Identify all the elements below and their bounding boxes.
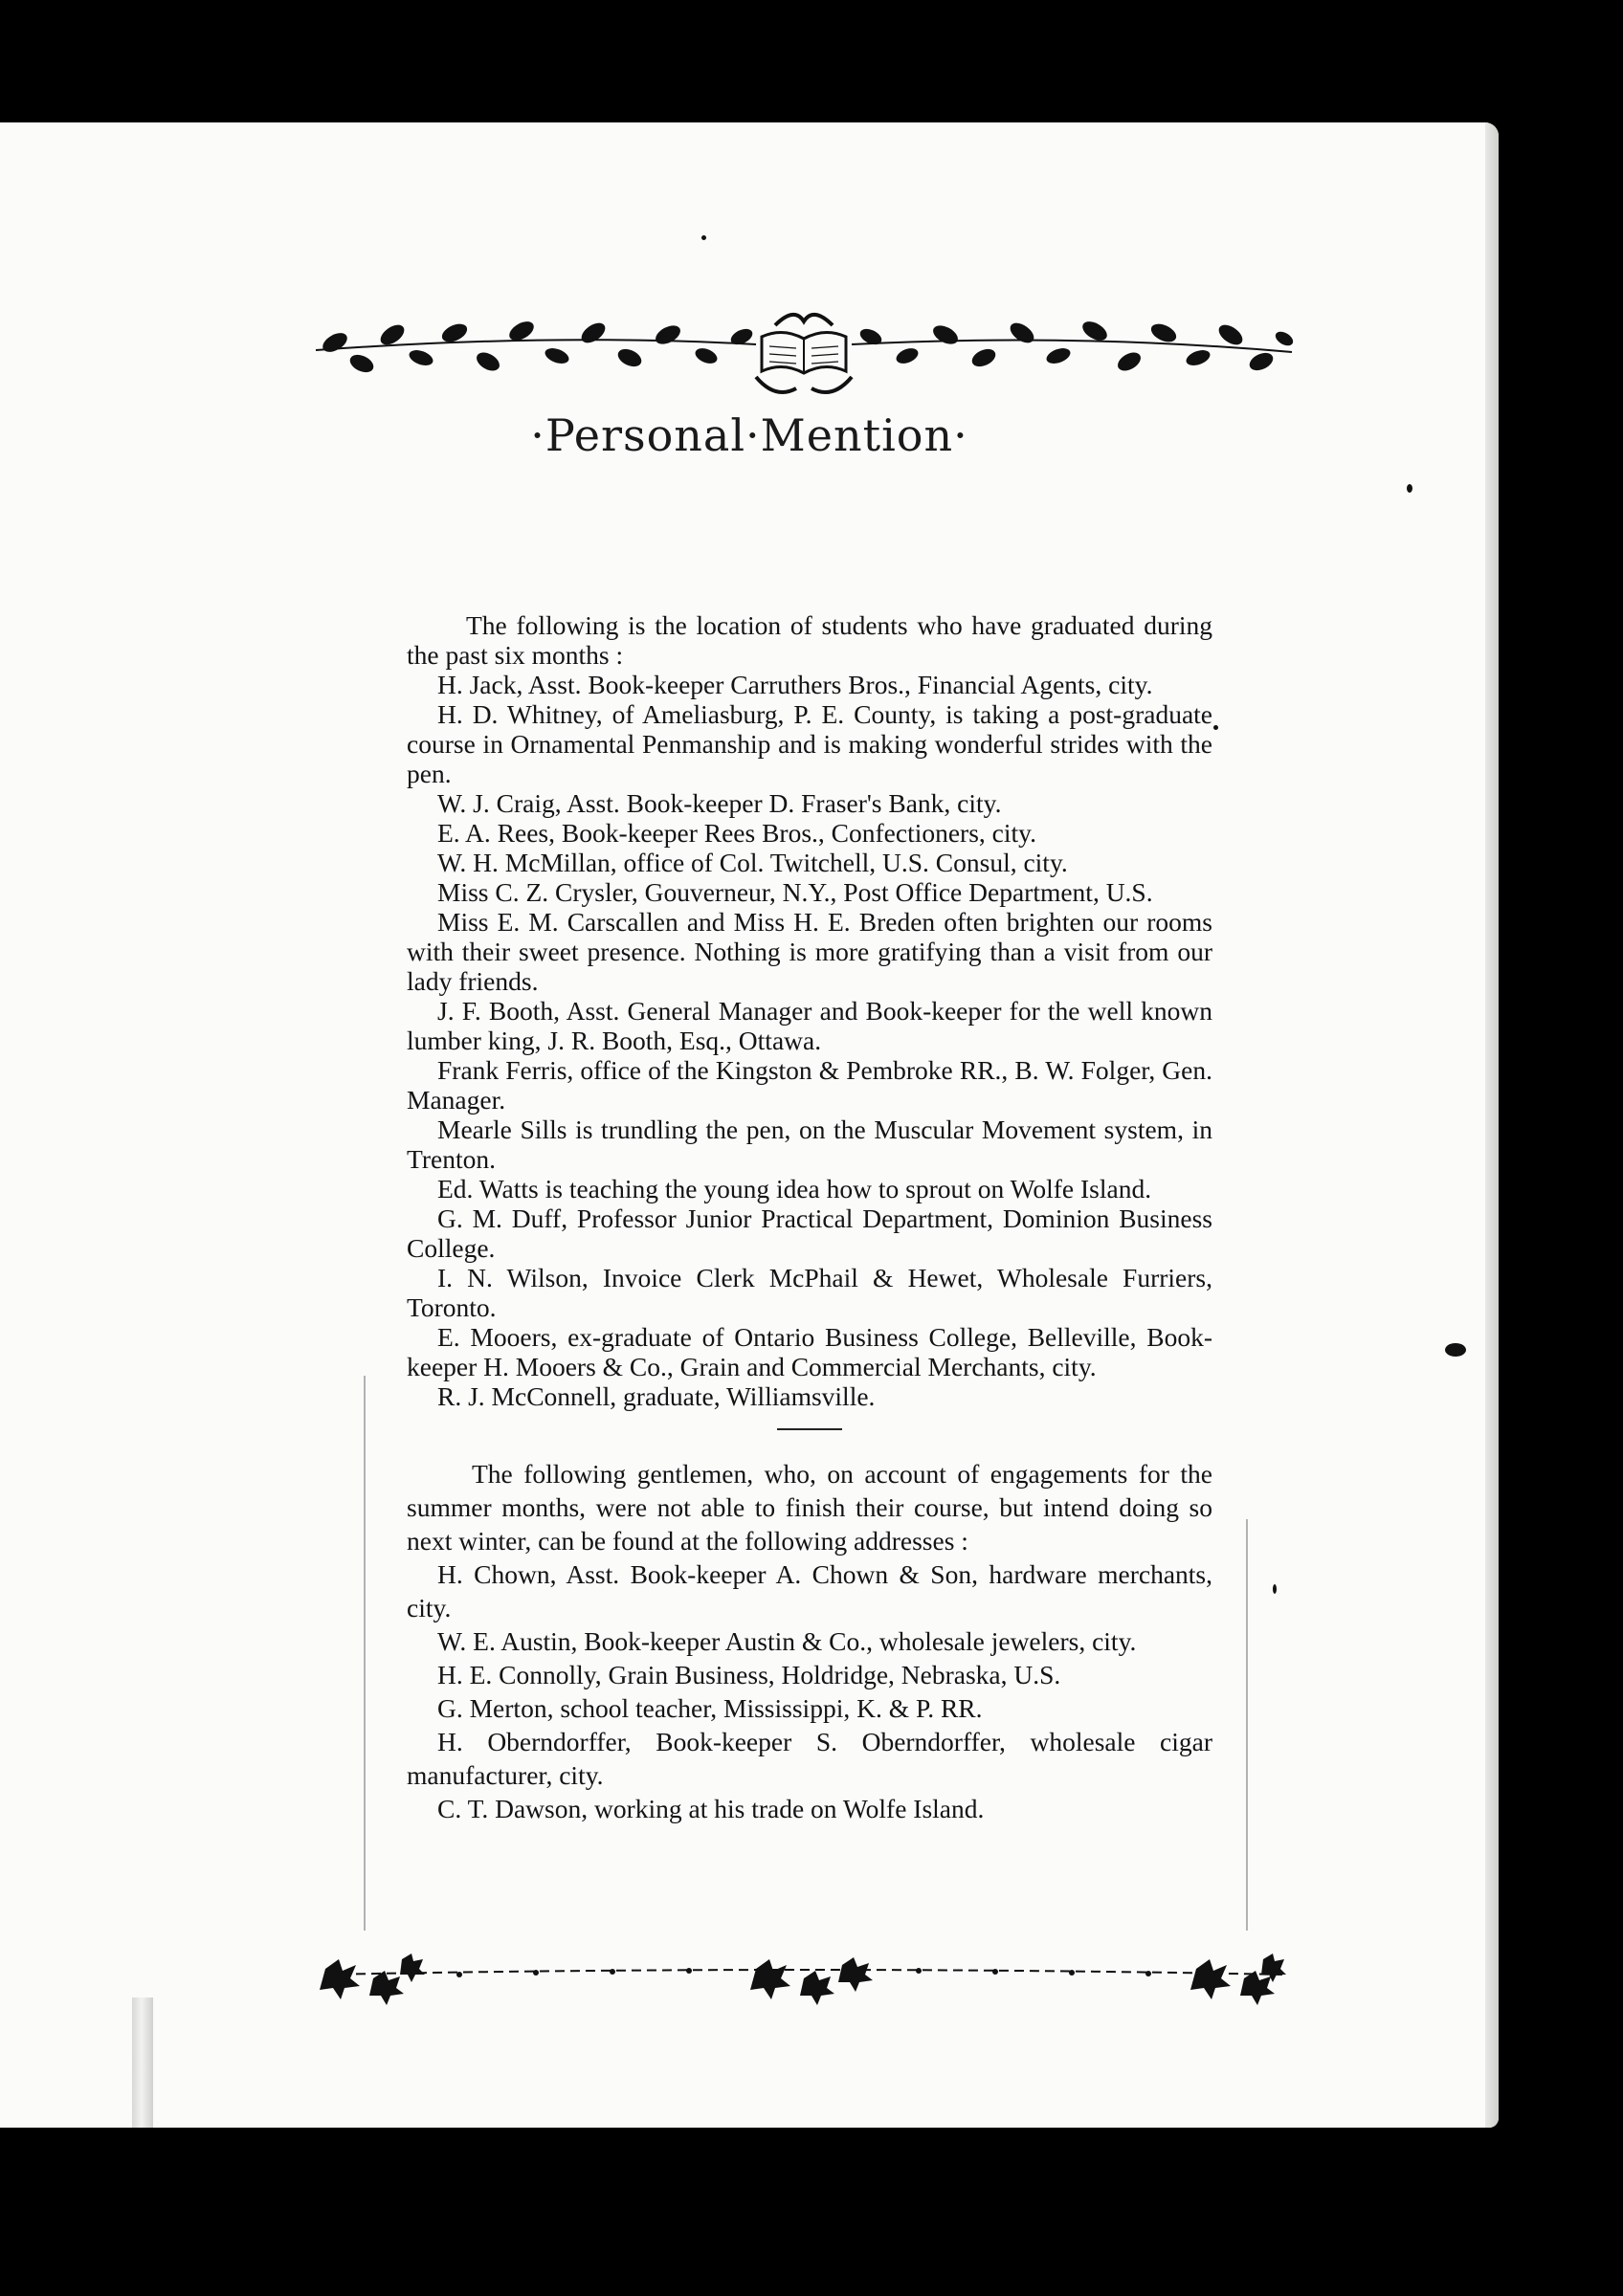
list-item: H. Oberndorffer, Book-keeper S. Oberndorffer, wholesale cigar manufacturer, city. (407, 1727, 1212, 1790)
list-item: I. N. Wilson, Invoice Clerk McPhail & Hewet, Wholesale Furriers, Toronto. (407, 1263, 1212, 1322)
list-item: H. Jack, Asst. Book-keeper Carruthers Bros., Financial Agents, city. (437, 670, 1153, 699)
list-item: C. T. Dawson, working at his trade on Wolfe Island. (437, 1794, 985, 1823)
summer-students-section (407, 1457, 1212, 1825)
section-divider (777, 1428, 842, 1430)
list-item: R. J. McConnell, graduate, Williamsville. (437, 1381, 876, 1411)
list-item: Ed. Watts is teaching the young idea how to sprout on Wolfe Island. (437, 1174, 1152, 1203)
graduates-section (407, 610, 1212, 1411)
scan-speck (1445, 1343, 1466, 1357)
scan-speck (1213, 725, 1218, 730)
scan-speck (1407, 484, 1412, 493)
summer-students-intro: The following gentlemen, who, on account of engagements for the summer months, were not able to finish their course, but intend doing so next winter, can be found at the following addresses : (407, 1459, 1212, 1556)
list-item: H. D. Whitney, of Ameliasburg, P. E. County, is taking a post-graduate course in Ornamental Penmanship and is making wonderful strides with the pen. (407, 699, 1212, 788)
list-item: E. A. Rees, Book-keeper Rees Bros., Confectioners, city. (437, 818, 1036, 848)
scanned-page (0, 122, 1499, 2128)
right-border-line (1246, 1519, 1248, 1931)
page-title: ·Personal·Mention· (530, 409, 968, 461)
list-item: Mearle Sills is trundling the pen, on the Muscular Movement system, in Trenton. (407, 1115, 1212, 1174)
graduates-intro: The following is the location of students who have graduated during the past six months : (407, 610, 1212, 670)
list-item: W. J. Craig, Asst. Book-keeper D. Fraser's Bank, city. (437, 788, 1002, 818)
list-item: H. Chown, Asst. Book-keeper A. Chown & Son, hardware merchants, city. (407, 1559, 1212, 1623)
list-item: G. Merton, school teacher, Mississippi, K. & P. RR. (437, 1693, 983, 1723)
scan-speck (701, 235, 706, 240)
page-fold (132, 1998, 153, 2128)
holly-garland-icon (306, 1940, 1301, 2007)
list-item: W. E. Austin, Book-keeper Austin & Co., wholesale jewelers, city. (437, 1626, 1137, 1656)
book-garland-icon (306, 295, 1301, 409)
list-item: H. E. Connolly, Grain Business, Holdridge, Nebraska, U.S. (437, 1660, 1061, 1689)
list-item: Miss C. Z. Crysler, Gouverneur, N.Y., Post Office Department, U.S. (437, 877, 1153, 907)
list-item: W. H. McMillan, office of Col. Twitchell, U.S. Consul, city. (437, 848, 1068, 877)
list-item: Frank Ferris, office of the Kingston & Pembroke RR., B. W. Folger, Gen. Manager. (407, 1055, 1212, 1115)
list-item: Miss E. M. Carscallen and Miss H. E. Breden often brighten our rooms with their sweet presence. Nothing is more gratifying than a visit from our lady friends. (407, 907, 1212, 996)
scan-speck (1273, 1584, 1277, 1594)
list-item: J. F. Booth, Asst. General Manager and Book-keeper for the well known lumber king, J. R. Booth, Esq., Ottawa. (407, 996, 1212, 1055)
left-border-line (364, 1376, 366, 1931)
list-item: G. M. Duff, Professor Junior Practical Department, Dominion Business College. (407, 1203, 1212, 1263)
article-body (407, 610, 1212, 1825)
list-item: E. Mooers, ex-graduate of Ontario Business College, Belleville, Book-keeper H. Mooers & Co., Grain and Commercial Merchants, city. (407, 1322, 1212, 1381)
